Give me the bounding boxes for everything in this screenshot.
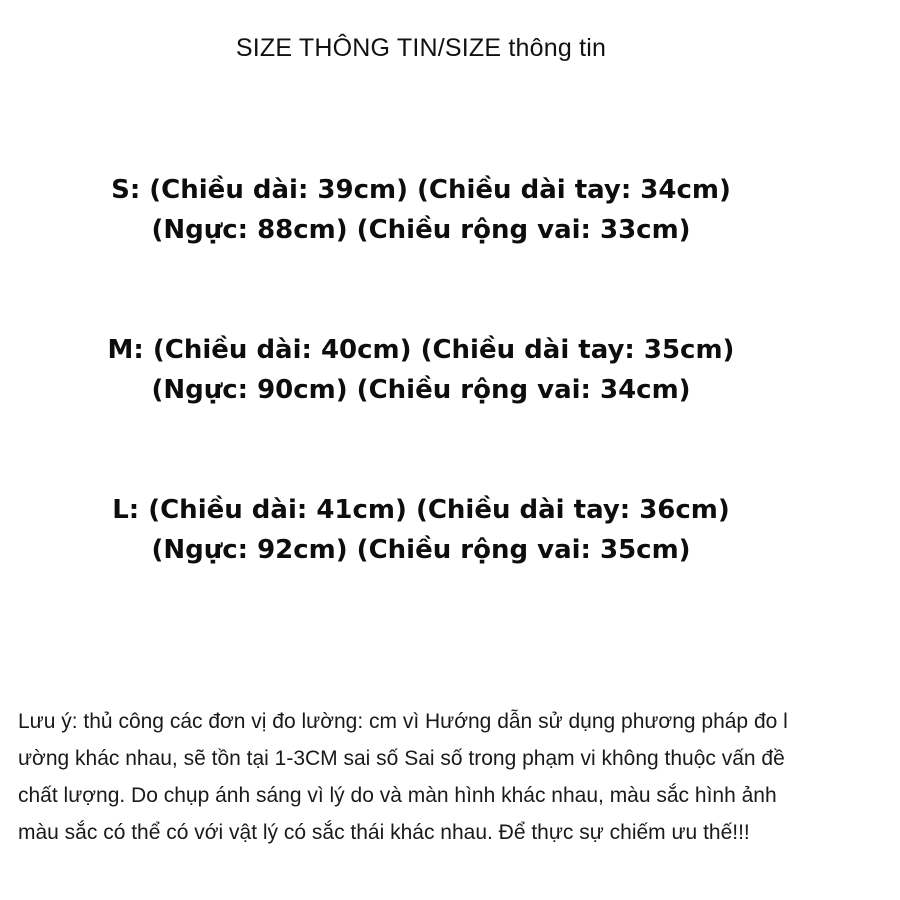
measurement-note [18, 703, 884, 851]
size-l-line-2: (Ngực: 92cm) (Chiều rộng vai: 35cm) [151, 535, 691, 565]
size-s-line-2: (Ngực: 88cm) (Chiều rộng vai: 33cm) [151, 215, 691, 245]
size-m-line-2: (Ngực: 90cm) (Chiều rộng vai: 34cm) [151, 375, 691, 405]
note-line-1: Lưu ý: thủ công các đơn vị đo lường: cm vì Hướng dẫn sử dụng phương pháp đo l [18, 710, 788, 733]
size-m-line-1: M: (Chiều dài: 40cm) (Chiều dài tay: 35cm) [107, 335, 735, 365]
size-l-info [0, 490, 842, 570]
size-m-info [0, 330, 842, 410]
size-l-line-1: L: (Chiều dài: 41cm) (Chiều dài tay: 36cm) [112, 495, 730, 525]
note-line-2: ường khác nhau, sẽ tồn tại 1-3CM sai số Sai số trong phạm vi không thuộc vấn đề [18, 747, 785, 770]
note-line-4: màu sắc có thể có với vật lý có sắc thái khác nhau. Để thực sự chiếm ưu thế!!! [18, 821, 750, 844]
size-s-line-1: S: (Chiều dài: 39cm) (Chiều dài tay: 34cm) [111, 175, 731, 205]
note-line-3: chất lượng. Do chụp ánh sáng vì lý do và màn hình khác nhau, màu sắc hình ảnh [18, 784, 777, 807]
page-title: SIZE THÔNG TIN/SIZE thông tin [235, 34, 607, 62]
size-s-info [0, 170, 842, 250]
